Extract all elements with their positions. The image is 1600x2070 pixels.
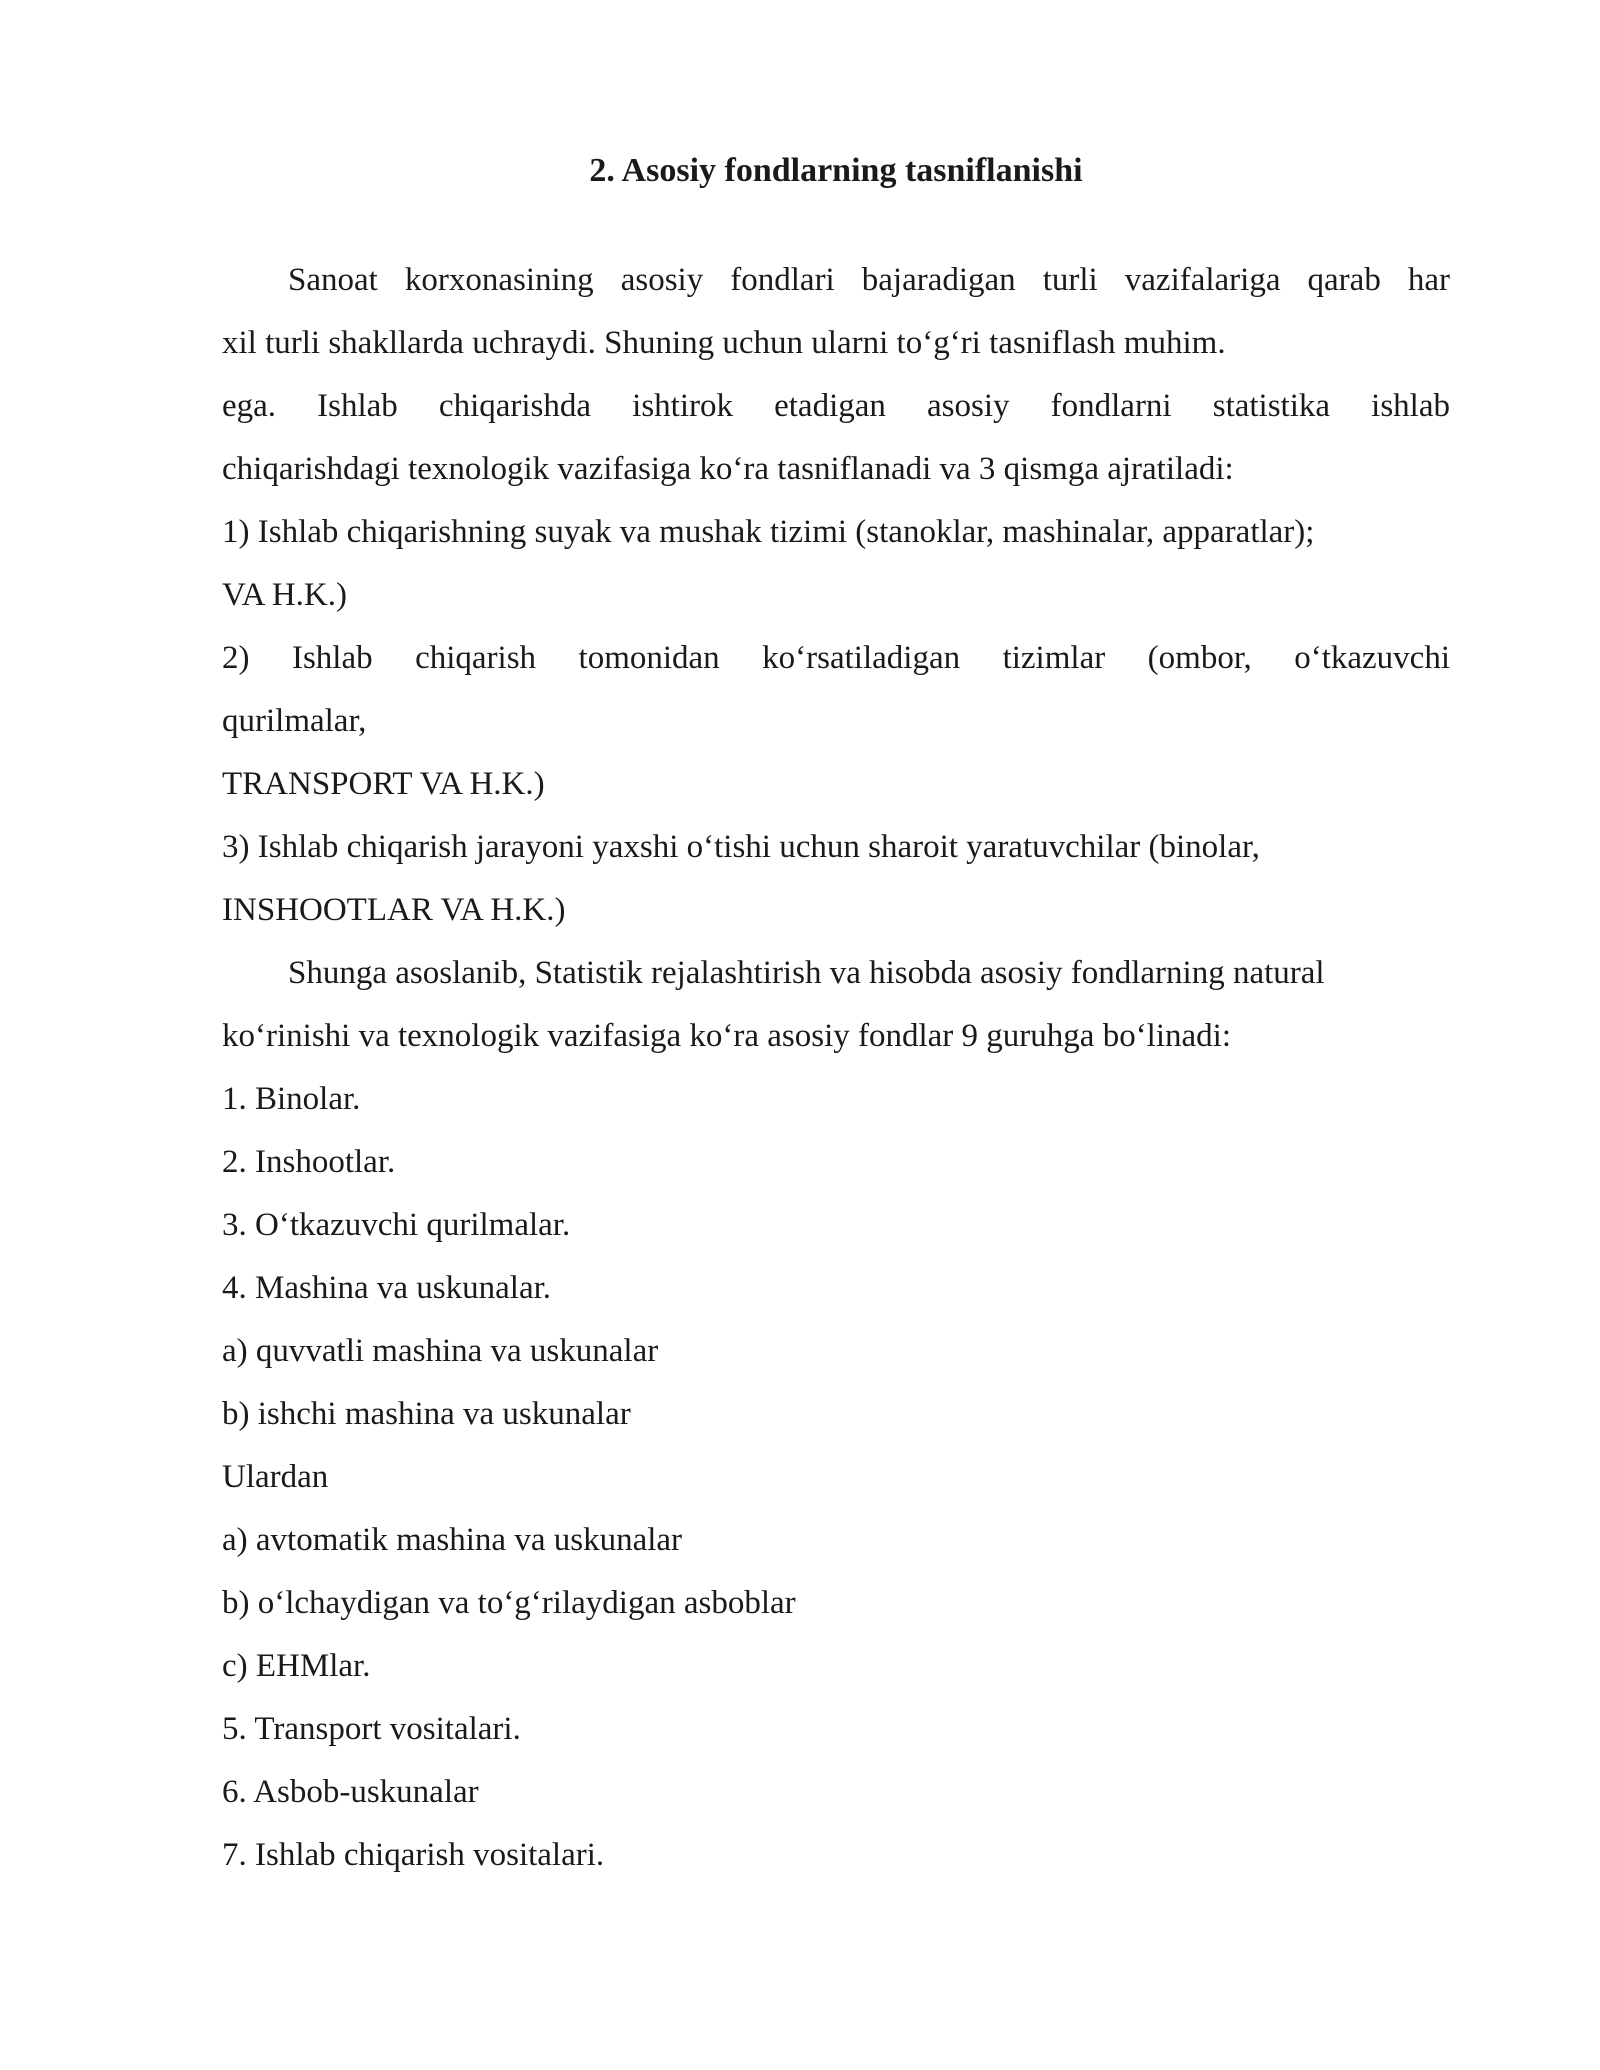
list-item: c) EHMlar. — [222, 1648, 371, 1684]
paragraph-line: Sanoat korxonasining asosiy fondlari bajaradigan turli vazifalariga qarab har — [288, 262, 1450, 298]
document-body — [222, 150, 1450, 1887]
list-item: VA H.K.) — [222, 577, 347, 613]
list-item: 3) Ishlab chiqarish jarayoni yaxshi o‘tishi uchun sharoit yaratuvchilar (binolar, — [222, 829, 1260, 865]
list-item: 1) Ishlab chiqarishning suyak va mushak tizimi (stanoklar, mashinalar, apparatlar); — [222, 514, 1315, 550]
list-item: b) ishchi mashina va uskunalar — [222, 1396, 631, 1432]
paragraph-line: xil turli shakllarda uchraydi. Shuning uchun ularni to‘g‘ri tasniflash muhim. — [222, 325, 1226, 361]
paragraph-line: chiqarishdagi texnologik vazifasiga ko‘ra tasniflanadi va 3 qismga ajratiladi: — [222, 451, 1234, 487]
paragraph-line: Shunga asoslanib, Statistik rejalashtirish va hisobda asosiy fondlarning natural — [288, 955, 1325, 991]
list-item: 6. Asbob-uskunalar — [222, 1774, 479, 1810]
list-item: TRANSPORT VA H.K.) — [222, 766, 545, 802]
list-item: a) quvvatli mashina va uskunalar — [222, 1333, 659, 1369]
list-item: 5. Transport vositalari. — [222, 1711, 521, 1747]
list-item: INSHOOTLAR VA H.K.) — [222, 892, 566, 928]
paragraph-line: ko‘rinishi va texnologik vazifasiga ko‘ra asosiy fondlar 9 guruhga bo‘linadi: — [222, 1018, 1231, 1054]
list-item: a) avtomatik mashina va uskunalar — [222, 1522, 683, 1558]
paragraph-line: ega. Ishlab chiqarishda ishtirok etadigan asosiy fondlarni statistika ishlab — [222, 388, 1450, 424]
list-item: qurilmalar, — [222, 703, 367, 739]
list-item: 7. Ishlab chiqarish vositalari. — [222, 1837, 605, 1873]
list-item: 1. Binolar. — [222, 1081, 361, 1117]
section-title: 2. Asosiy fondlarning tasniflanishi — [589, 152, 1083, 189]
list-item: 3. O‘tkazuvchi qurilmalar. — [222, 1207, 571, 1243]
list-item: Ulardan — [222, 1459, 329, 1495]
list-item: 4. Mashina va uskunalar. — [222, 1270, 552, 1306]
list-item: 2. Inshootlar. — [222, 1144, 396, 1180]
list-item: b) o‘lchaydigan va to‘g‘rilaydigan asboblar — [222, 1585, 796, 1621]
list-item: 2) Ishlab chiqarish tomonidan ko‘rsatiladigan tizimlar (ombor, o‘tkazuvchi — [222, 640, 1450, 676]
